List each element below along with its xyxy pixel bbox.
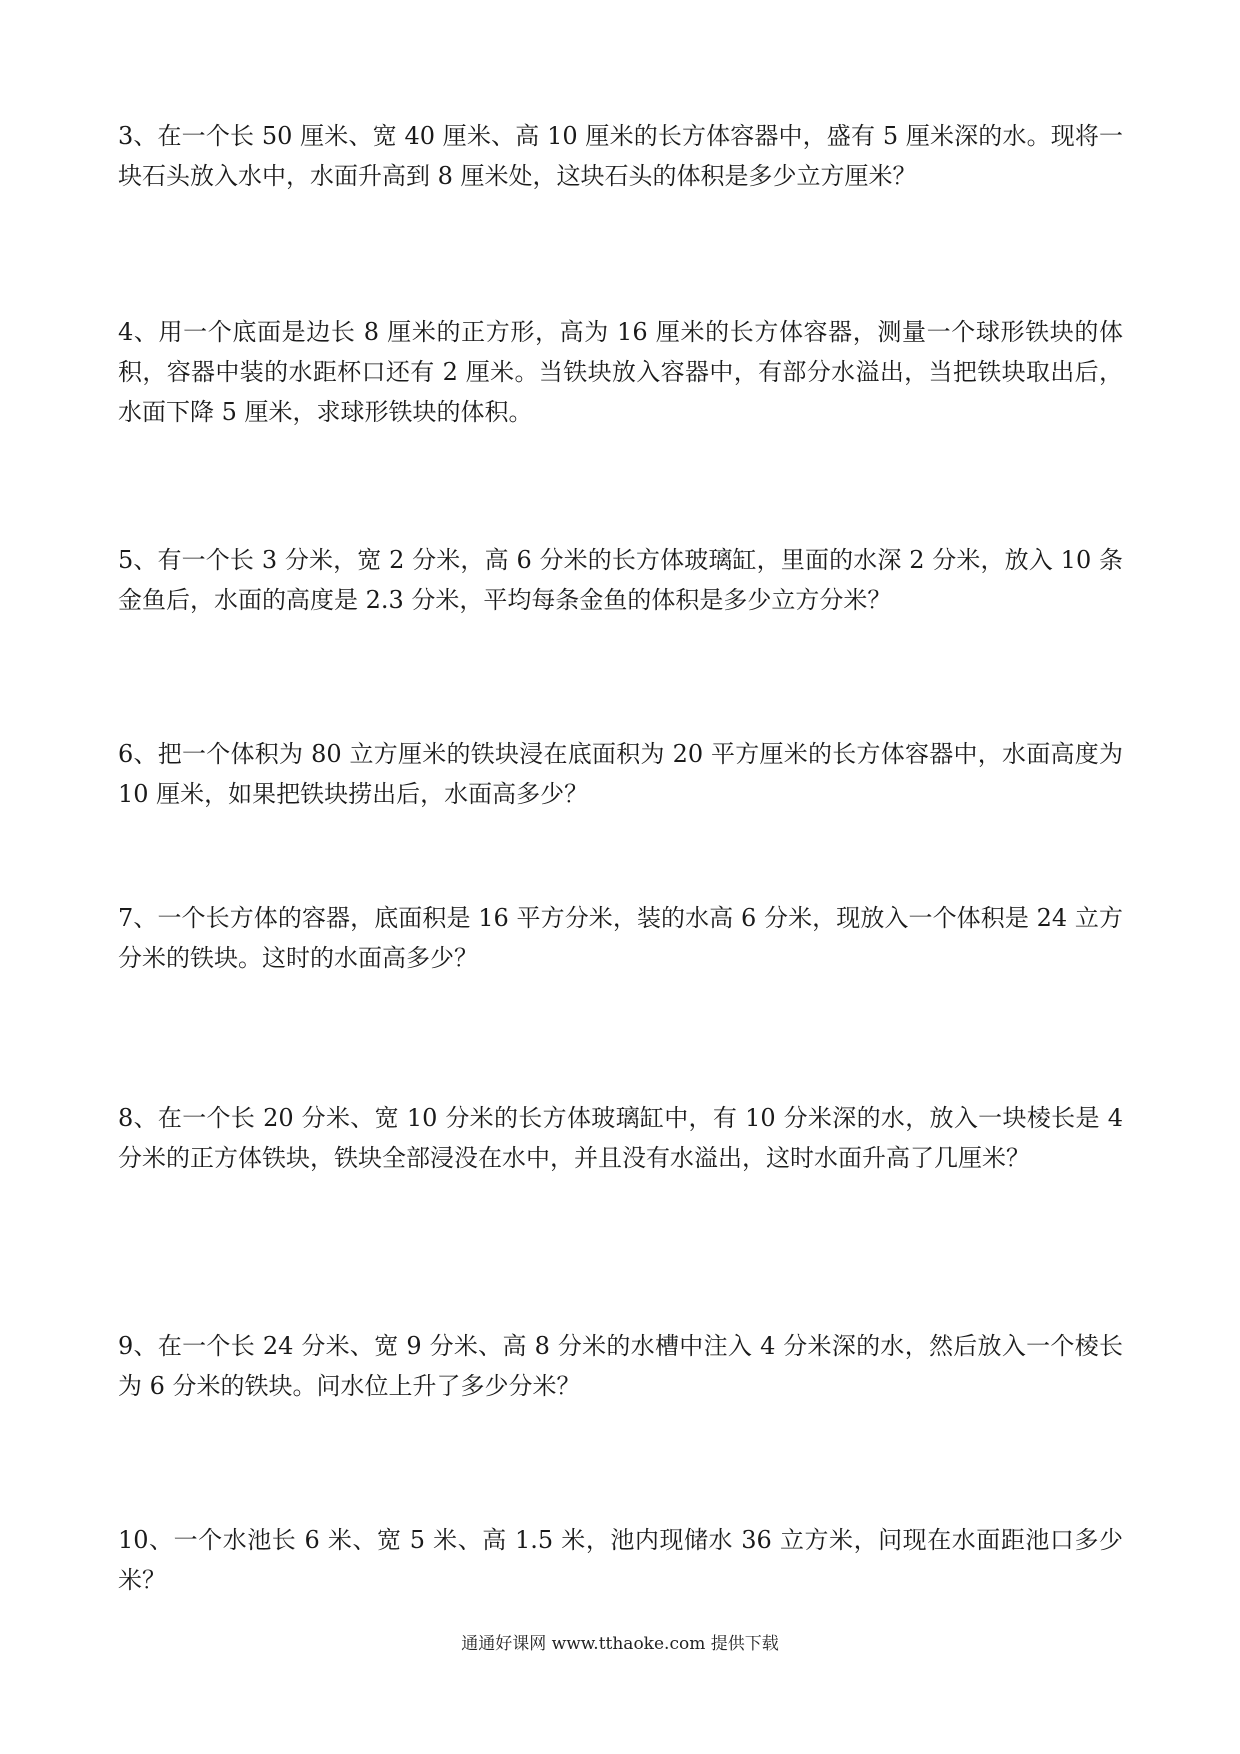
problem-4: 4、用一个底面是边长 8 厘米的正方形，高为 16 厘米的长方体容器，测量一个球形铁块的体积，容器中装的水距杯口还有 2 厘米。当铁块放入容器中，有部分水溢出，当把铁块取出后，水面下降 5 厘米，求球形铁块的体积。 [118,318,1123,426]
problem-9: 9、在一个长 24 分米、宽 9 分米、高 8 分米的水槽中注入 4 分米深的水，然后放入一个棱长为 6 分米的铁块。问水位上升了多少分米？ [118,1332,1123,1400]
problem-7: 7、一个长方体的容器，底面积是 16 平方分米，装的水高 6 分米，现放入一个体积是 24 立方分米的铁块。这时的水面高多少？ [118,904,1123,972]
problem-3: 3、在一个长 50 厘米、宽 40 厘米、高 10 厘米的长方体容器中，盛有 5 厘米深的水。现将一块石头放入水中，水面升高到 8 厘米处，这块石头的体积是多少立方厘米？ [118,122,1123,190]
problem-6: 6、把一个体积为 80 立方厘米的铁块浸在底面积为 20 平方厘米的长方体容器中，水面高度为 10 厘米，如果把铁块捞出后，水面高多少？ [118,740,1123,808]
problem-5: 5、有一个长 3 分米，宽 2 分米，高 6 分米的长方体玻璃缸，里面的水深 2 分米，放入 10 条金鱼后，水面的高度是 2.3 分米，平均每条金鱼的体积是多少立方分米？ [118,546,1123,614]
page-footer: 通通好课网 www.tthaoke.com 提供下载 [461,1634,779,1654]
problem-10: 10、一个水池长 6 米、宽 5 米、高 1.5 米，池内现储水 36 立方米，问现在水面距池口多少米？ [118,1526,1123,1594]
problem-8: 8、在一个长 20 分米、宽 10 分米的长方体玻璃缸中，有 10 分米深的水，放入一块棱长是 4 分米的正方体铁块，铁块全部浸没在水中，并且没有水溢出，这时水面升高了几厘米？ [118,1104,1123,1172]
